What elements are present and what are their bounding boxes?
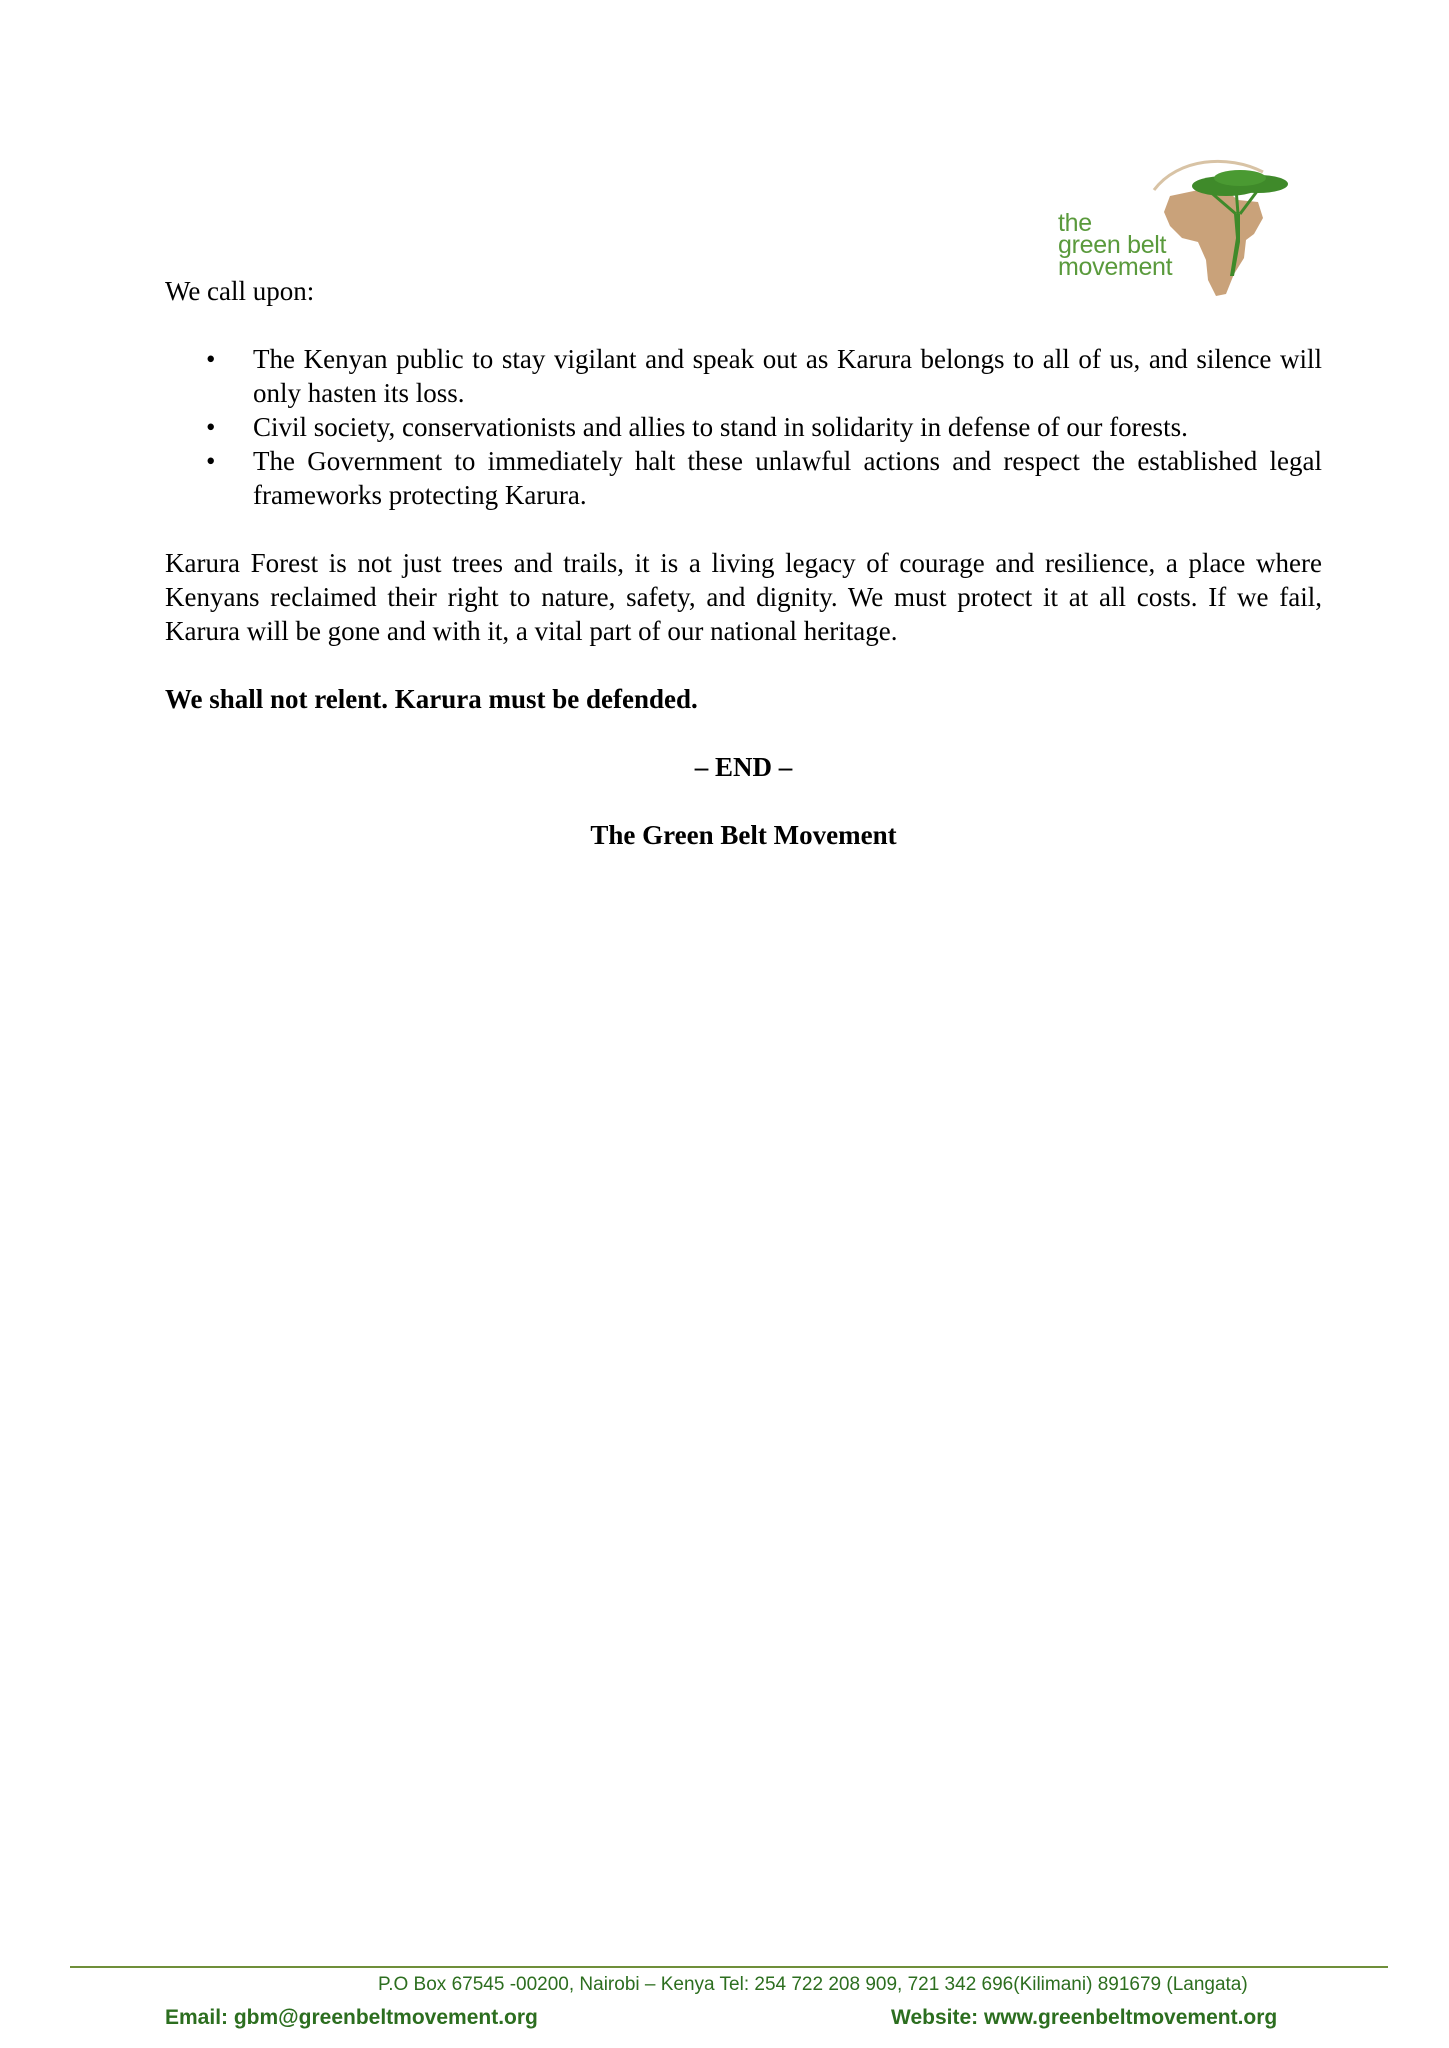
- logo-line-1: the: [1058, 209, 1092, 237]
- footer-divider: [70, 1966, 1388, 1968]
- intro-line: We call upon:: [165, 276, 315, 306]
- bullet-icon: •: [206, 344, 216, 374]
- logo-line-2: green belt: [1058, 231, 1167, 259]
- logo-line-3: movement: [1058, 253, 1173, 281]
- list-item: [165, 342, 1322, 410]
- list-item-text: Civil society, conservationists and allies to stand in solidarity in defense of our forests.: [253, 412, 1188, 442]
- footer-email-link[interactable]: Email: gbm@greenbeltmovement.org: [165, 2006, 538, 2029]
- body-paragraph: Karura Forest is not just trees and trails, it is a living legacy of courage and resilience, a place where Kenyans reclaimed their right to nature, safety, and dignity. We must protect it at all costs. If we fail, Karura will be gone and with it, a vital part of our national heritage.: [165, 548, 1322, 646]
- bullet-icon: •: [206, 412, 216, 442]
- demands-list: [165, 342, 1322, 512]
- list-item: [165, 444, 1322, 512]
- end-marker: – END –: [694, 752, 793, 782]
- footer-address: P.O Box 67545 -00200, Nairobi – Kenya Tel: 254 722 208 909, 721 342 696(Kilimani) 891679 (Langata): [378, 1974, 1248, 1995]
- bullet-icon: •: [206, 446, 216, 476]
- list-item-text: The Government to immediately halt these unlawful actions and respect the established legal frameworks protecting Karura.: [253, 446, 1322, 510]
- document-body: [165, 274, 1322, 852]
- closing-statement: We shall not relent. Karura must be defended.: [165, 684, 698, 714]
- logo-wordmark: [1058, 209, 1173, 281]
- signature: The Green Belt Movement: [590, 820, 897, 850]
- footer-website-link[interactable]: Website: www.greenbeltmovement.org: [891, 2006, 1278, 2029]
- list-item-text: The Kenyan public to stay vigilant and speak out as Karura belongs to all of us, and silence will only hasten its loss.: [253, 344, 1322, 408]
- list-item: [165, 410, 1322, 444]
